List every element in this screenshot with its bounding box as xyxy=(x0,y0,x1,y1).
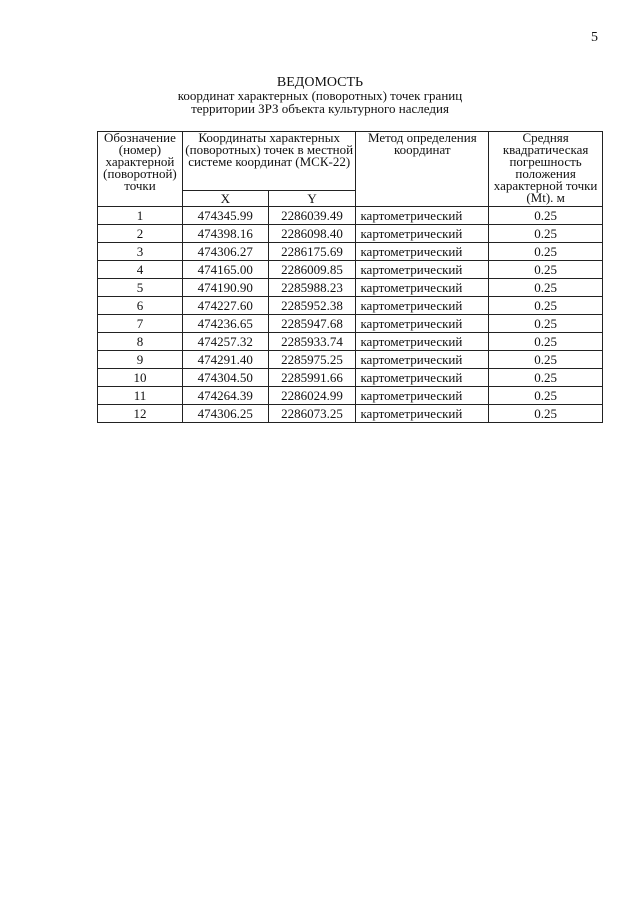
cell-method: картометрический xyxy=(356,387,489,405)
cell-accuracy: 0.25 xyxy=(489,387,603,405)
cell-accuracy: 0.25 xyxy=(489,351,603,369)
cell-accuracy: 0.25 xyxy=(489,369,603,387)
cell-point-number: 5 xyxy=(98,279,183,297)
table-row xyxy=(98,279,603,297)
header-y: Y xyxy=(268,191,356,207)
cell-y: 2286175.69 xyxy=(268,243,356,261)
cell-x: 474165.00 xyxy=(182,261,268,279)
table-row xyxy=(98,369,603,387)
cell-y: 2285988.23 xyxy=(268,279,356,297)
cell-accuracy: 0.25 xyxy=(489,279,603,297)
cell-x: 474264.39 xyxy=(182,387,268,405)
document-subtitle-line1: координат характерных (поворотных) точек границ xyxy=(177,88,463,103)
cell-accuracy: 0.25 xyxy=(489,261,603,279)
cell-accuracy: 0.25 xyxy=(489,207,603,225)
cell-accuracy: 0.25 xyxy=(489,243,603,261)
cell-x: 474306.27 xyxy=(182,243,268,261)
cell-method: картометрический xyxy=(356,243,489,261)
table-row xyxy=(98,225,603,243)
cell-point-number: 1 xyxy=(98,207,183,225)
cell-x: 474257.32 xyxy=(182,333,268,351)
cell-point-number: 10 xyxy=(98,369,183,387)
cell-point-number: 3 xyxy=(98,243,183,261)
cell-point-number: 9 xyxy=(98,351,183,369)
cell-x: 474398.16 xyxy=(182,225,268,243)
cell-method: картометрический xyxy=(356,297,489,315)
cell-y: 2285975.25 xyxy=(268,351,356,369)
header-coordinates: Координаты характерных (поворотных) точек в местной системе координат (МСК-22) xyxy=(182,132,356,191)
coordinates-table xyxy=(97,131,603,423)
cell-x: 474227.60 xyxy=(182,297,268,315)
table-row xyxy=(98,351,603,369)
cell-method: картометрический xyxy=(356,207,489,225)
cell-point-number: 11 xyxy=(98,387,183,405)
table-row xyxy=(98,261,603,279)
cell-point-number: 6 xyxy=(98,297,183,315)
table-row xyxy=(98,387,603,405)
cell-method: картометрический xyxy=(356,261,489,279)
document-subtitle-line2: территории ЗРЗ объекта культурного наследия xyxy=(191,101,449,116)
cell-point-number: 8 xyxy=(98,333,183,351)
cell-accuracy: 0.25 xyxy=(489,297,603,315)
header-method: Метод определения координат xyxy=(356,132,489,207)
cell-accuracy: 0.25 xyxy=(489,333,603,351)
cell-y: 2285991.66 xyxy=(268,369,356,387)
cell-x: 474236.65 xyxy=(182,315,268,333)
cell-method: картометрический xyxy=(356,225,489,243)
cell-x: 474306.25 xyxy=(182,405,268,423)
cell-x: 474345.99 xyxy=(182,207,268,225)
cell-x: 474190.90 xyxy=(182,279,268,297)
cell-y: 2286098.40 xyxy=(268,225,356,243)
table-row xyxy=(98,333,603,351)
page-number: 5 xyxy=(591,30,598,45)
cell-method: картометрический xyxy=(356,333,489,351)
cell-y: 2286073.25 xyxy=(268,405,356,423)
cell-y: 2285933.74 xyxy=(268,333,356,351)
cell-method: картометрический xyxy=(356,279,489,297)
table-row xyxy=(98,207,603,225)
cell-point-number: 7 xyxy=(98,315,183,333)
cell-method: картометрический xyxy=(356,315,489,333)
document-title: ВЕДОМОСТЬ xyxy=(276,75,364,90)
cell-x: 474291.40 xyxy=(182,351,268,369)
table-row xyxy=(98,405,603,423)
cell-accuracy: 0.25 xyxy=(489,315,603,333)
header-accuracy: Средняя квадратическая погрешность положения характерной точки (Mt). м xyxy=(489,132,603,207)
cell-point-number: 12 xyxy=(98,405,183,423)
table-row xyxy=(98,315,603,333)
cell-y: 2286039.49 xyxy=(268,207,356,225)
table-body xyxy=(98,207,603,423)
cell-y: 2285947.68 xyxy=(268,315,356,333)
table-row xyxy=(98,243,603,261)
cell-y: 2285952.38 xyxy=(268,297,356,315)
document-heading xyxy=(0,76,640,115)
cell-accuracy: 0.25 xyxy=(489,225,603,243)
header-point-number: Обозначение (номер) характерной (поворотной) точки xyxy=(98,132,183,207)
cell-x: 474304.50 xyxy=(182,369,268,387)
cell-point-number: 4 xyxy=(98,261,183,279)
cell-method: картометрический xyxy=(356,405,489,423)
cell-method: картометрический xyxy=(356,369,489,387)
cell-method: картометрический xyxy=(356,351,489,369)
table-row xyxy=(98,297,603,315)
cell-y: 2286024.99 xyxy=(268,387,356,405)
header-x: X xyxy=(182,191,268,207)
cell-y: 2286009.85 xyxy=(268,261,356,279)
cell-accuracy: 0.25 xyxy=(489,405,603,423)
cell-point-number: 2 xyxy=(98,225,183,243)
